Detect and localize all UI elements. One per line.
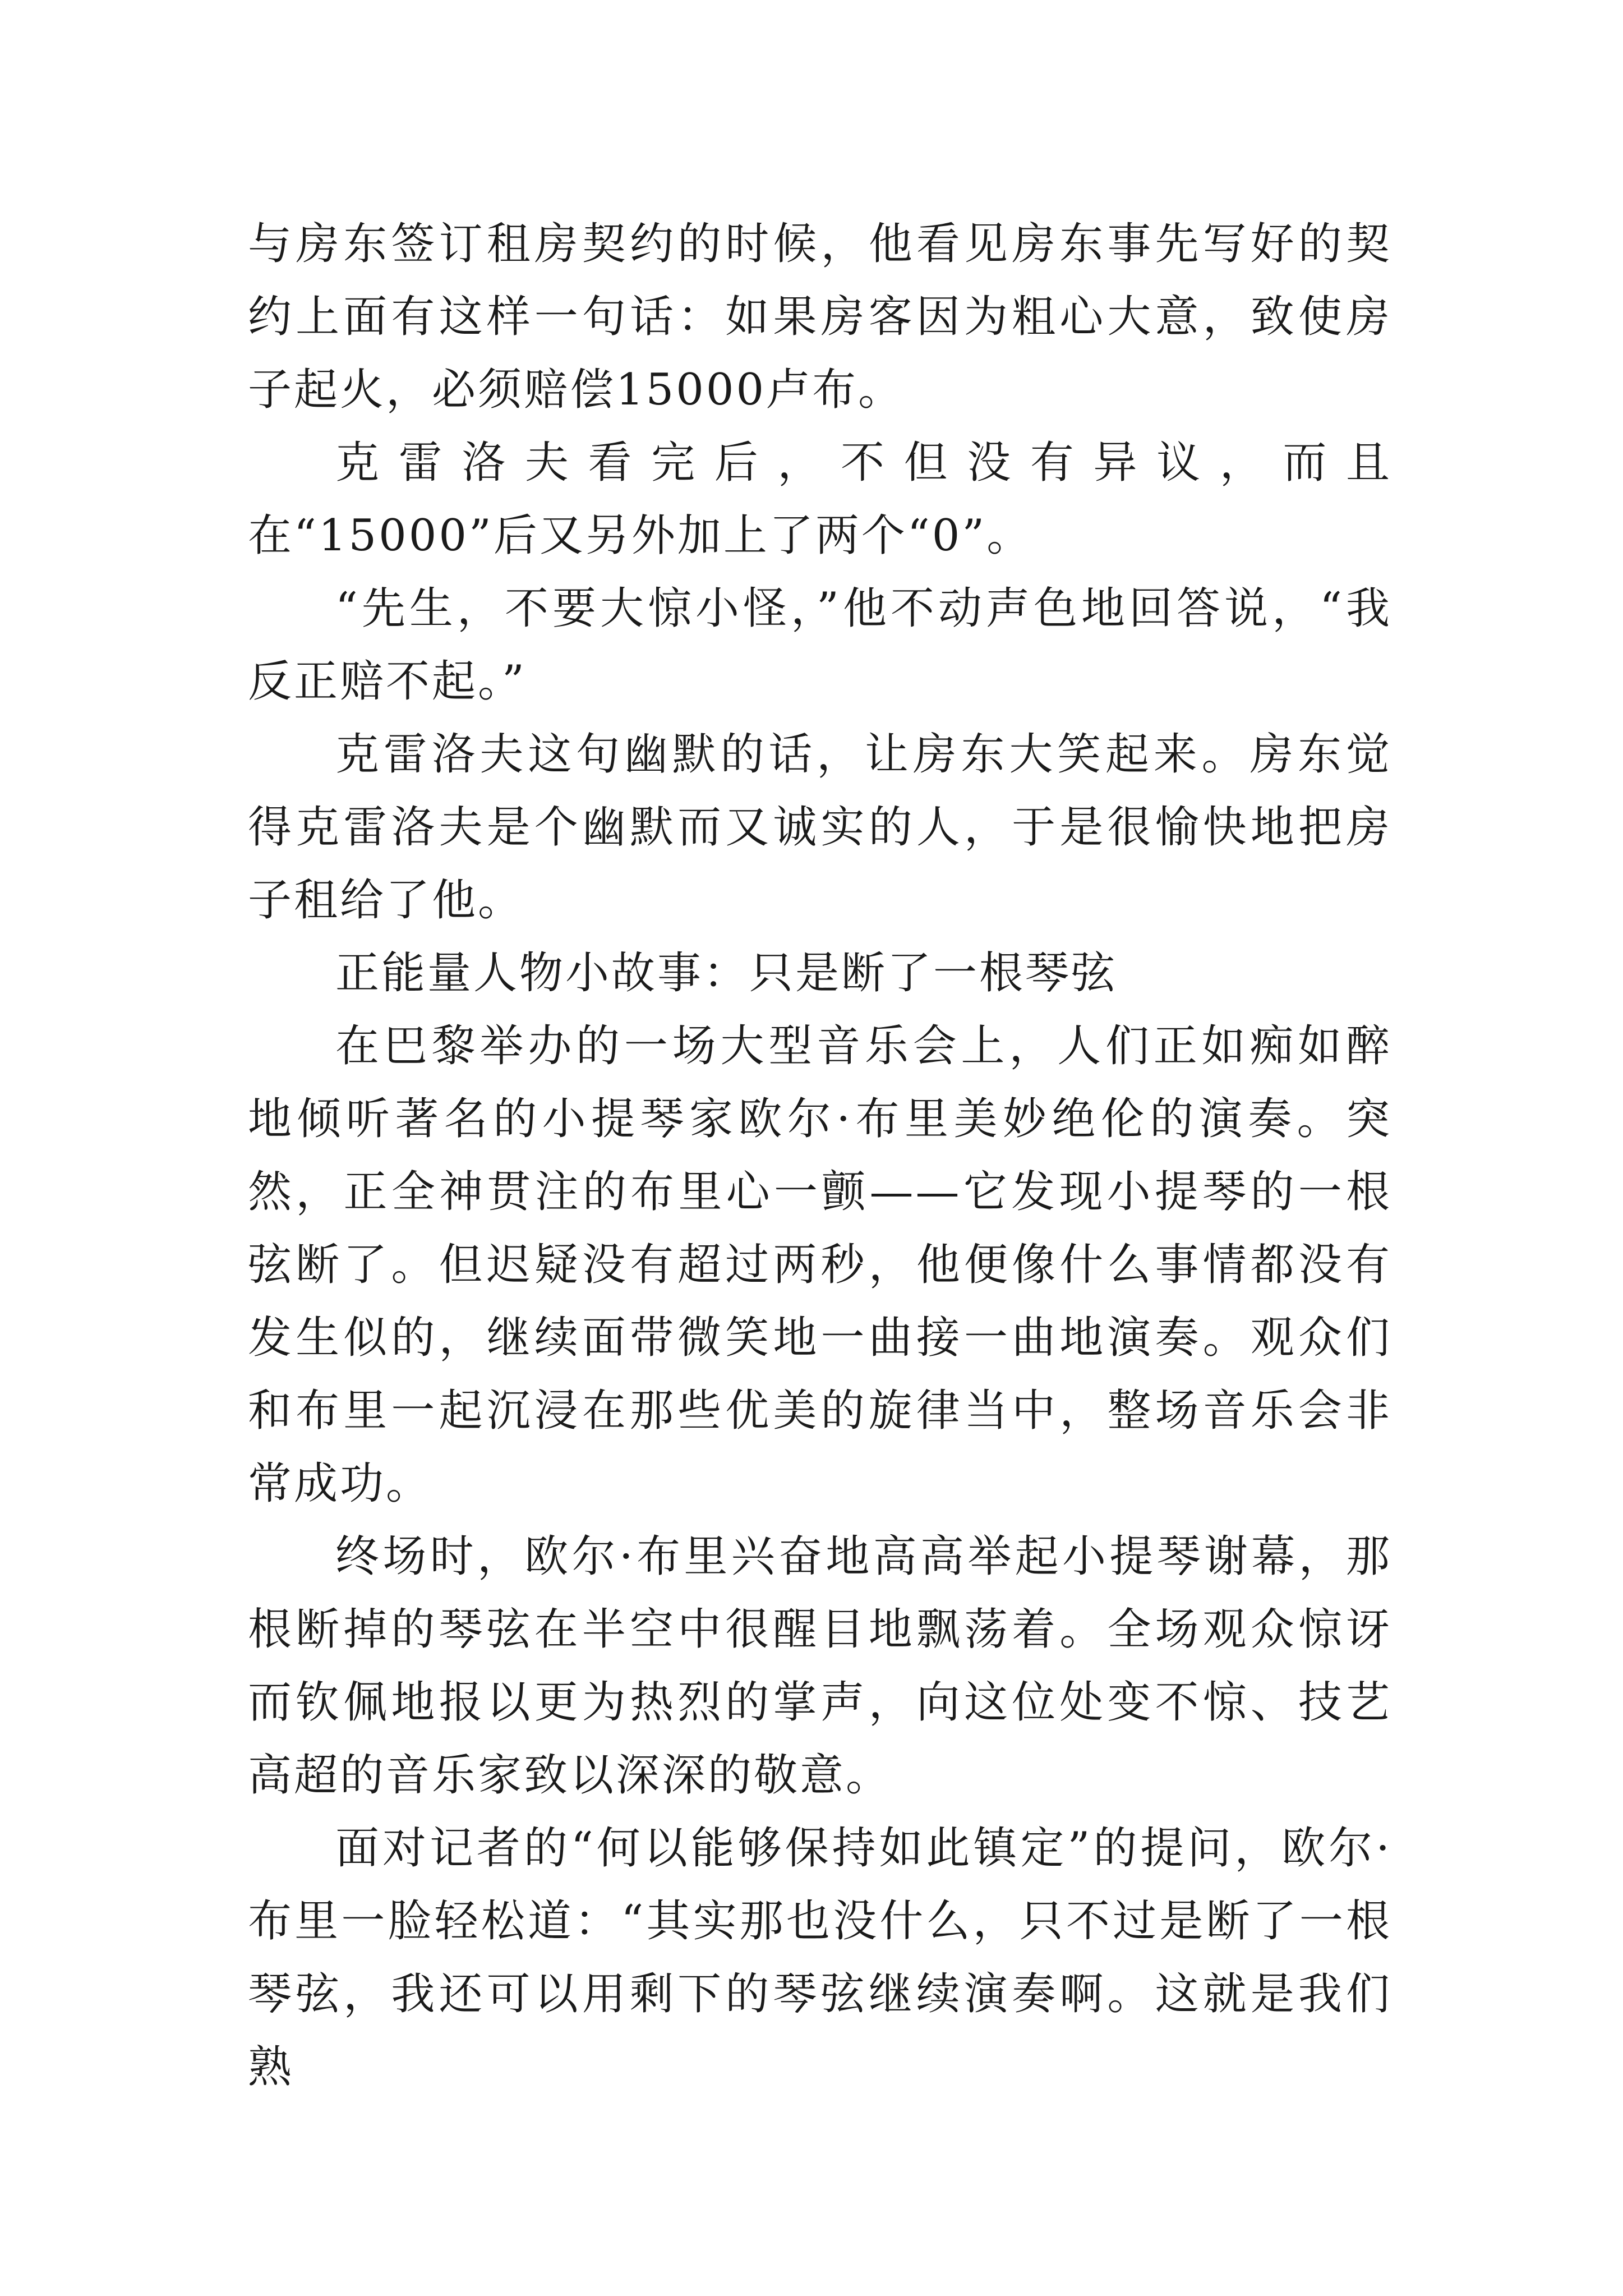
section-heading: 正能量人物小故事：只是断了一根琴弦 [335,948,1118,999]
paragraph: “先生，不要大惊小怪，”他不动声色地回答说，“我反正赔不起。” [248,583,1392,707]
paragraph-continuation: 与房东签订租房契约的时候，他看见房东事先写好的契约上面有这样一句话：如果房客因为粗心大意，致使房子起火，必须赔偿15000卢布。 [248,219,1392,415]
paragraph: 克雷洛夫看完后，不但没有异议，而且在“15000”后又另外加上了两个“0”。 [248,438,1392,561]
paragraph: 克雷洛夫这句幽默的话，让房东大笑起来。房东觉得克雷洛夫是个幽默而又诚实的人，于是很愉快地把房子租给了他。 [248,729,1392,926]
paragraph: 终场时，欧尔·布里兴奋地高高举起小提琴谢幕，那根断掉的琴弦在半空中很醒目地飘荡着。全场观众惊讶而钦佩地报以更为热烈的掌声，向这位处变不惊、技艺高超的音乐家致以深深的敬意。 [248,1531,1392,1801]
paragraph: 在巴黎举办的一场大型音乐会上，人们正如痴如醉地倾听著名的小提琴家欧尔·布里美妙绝伦的演奏。突然，正全神贯注的布里心一颤——它发现小提琴的一根弦断了。但迟疑没有超过两秒，他便像什么事情都没有发生似的，继续面带微笑地一曲接一曲地演奏。观众们和布里一起沉浸在那些优美的旋律当中，整场音乐会非常成功。 [248,1021,1392,1509]
paragraph: 面对记者的“何以能够保持如此镇定”的提问，欧尔·布里一脸轻松道：“其实那也没什么，只不过是断了一根琴弦，我还可以用剩下的琴弦继续演奏啊。这就是我们熟 [248,1823,1392,2092]
document-body [248,208,1392,2104]
